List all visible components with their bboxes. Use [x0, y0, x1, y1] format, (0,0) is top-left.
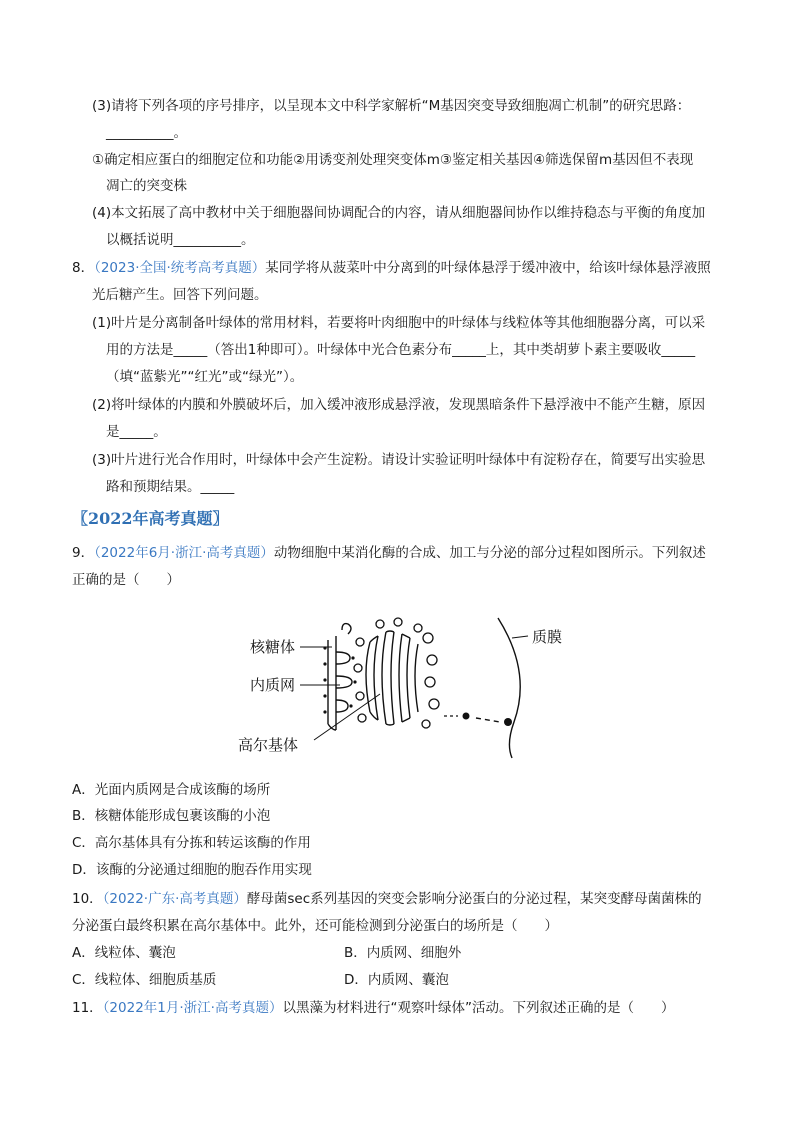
- q11-number: 11．: [72, 1000, 103, 1016]
- q9-option-d: D．该酶的分泌通过细胞的胞吞作用实现: [72, 862, 312, 878]
- q7-sub4-line2: 以概括说明__________。: [106, 232, 255, 248]
- q7-options-line2: 凋亡的突变株: [106, 178, 187, 194]
- q8-number: 8．: [72, 260, 95, 276]
- q7-sub3-blank: __________。: [106, 125, 187, 141]
- label-ribosome: 核糖体: [250, 638, 296, 656]
- q9-option-c: C．高尔基体具有分拣和转运该酶的作用: [72, 835, 311, 851]
- q10-option-a: A．线粒体、囊泡: [72, 945, 176, 961]
- q10-stem-line1: [72, 889, 702, 909]
- secretion-diagram: [232, 612, 612, 762]
- label-er: 内质网: [250, 676, 296, 694]
- q9-stem-line1: [72, 543, 706, 563]
- q11-stem-line1: [72, 998, 674, 1018]
- section-title: 〖2022年高考真题〗: [72, 509, 229, 528]
- q8-s3-line1: (3)叶片进行光合作用时，叶绿体中会产生淀粉。请设计实验证明叶绿体中有淀粉存在，简要写出实验思: [92, 452, 706, 468]
- leader-lines: [300, 636, 528, 740]
- q10-source: （2022·广东·高考真题）: [102, 891, 247, 907]
- q9-source: （2022年6月·浙江·高考真题）: [94, 545, 274, 561]
- label-membrane: 质膜: [532, 628, 563, 646]
- q10-stem-line2: 分泌蛋白最终积累在高尔基体中。此外，还可能检测到分泌蛋白的场所是（ ）: [72, 918, 558, 934]
- q8-s2-line2: 是_____。: [106, 424, 167, 440]
- q8-s3-line2: 路和预期结果。_____: [106, 479, 235, 495]
- q11-stem-text: 以黑藻为材料进行“观察叶绿体”活动。下列叙述正确的是（ ）: [282, 1000, 675, 1016]
- q8-source: （2023·全国·统考高考真题）: [94, 260, 266, 276]
- secretion-path: [444, 713, 512, 727]
- q8-stem-line1: [72, 258, 711, 278]
- q11-source: （2022年1月·浙江·高考真题）: [102, 1000, 283, 1016]
- q7-sub4-line1: (4)本文拓展了高中教材中关于细胞器间协调配合的内容，请从细胞器间协作以维持稳态与平衡的角度加: [92, 205, 706, 221]
- q8-stem-text: 某同学将从菠菜叶中分离到的叶绿体悬浮于缓冲液中，给该叶绿体悬浮液照: [265, 260, 711, 276]
- vesicles: [354, 618, 439, 728]
- q10-option-d: D．内质网、囊泡: [344, 972, 449, 988]
- q9-option-a: A．光面内质网是合成该酶的场所: [72, 782, 271, 798]
- label-golgi: 高尔基体: [238, 736, 299, 754]
- er-structure: [328, 624, 352, 730]
- q10-option-b: B．内质网、细胞外: [344, 945, 462, 961]
- q7-sub3-line1: (3)请将下列各项的序号排序，以呈现本文中科学家解析“M基因突变导致细胞凋亡机制”的研究思路：: [92, 98, 691, 114]
- golgi-stack: [366, 631, 418, 725]
- q9-number: 9．: [72, 545, 95, 561]
- plasma-membrane: [498, 618, 520, 758]
- q9-stem-text: 动物细胞中某消化酶的合成、加工与分泌的部分过程如图所示。下列叙述: [273, 545, 706, 561]
- q10-number: 10．: [72, 891, 103, 907]
- q8-stem-line2: 光后糖产生。回答下列问题。: [92, 287, 268, 303]
- q9-option-b: B．核糖体能形成包裹该酶的小泡: [72, 808, 271, 824]
- q10-stem-text: 酵母菌sec系列基因的突变会影响分泌蛋白的分泌过程，某突变酵母菌菌株的: [246, 891, 702, 907]
- q7-options-line1: ①确定相应蛋白的细胞定位和功能②用诱变剂处理突变体m③鉴定相关基因④筛选保留m基因但不表现: [92, 152, 694, 168]
- q8-s1-line2: 用的方法是_____（答出1种即可）。叶绿体中光合色素分布_____上，其中类胡萝卜素主要吸收_____: [106, 342, 696, 358]
- q8-s1-line3: （填“蓝紫光”“红光”或“绿光”）。: [106, 369, 304, 385]
- q8-s1-line1: (1)叶片是分离制备叶绿体的常用材料，若要将叶肉细胞中的叶绿体与线粒体等其他细胞器分离，可以采: [92, 315, 706, 331]
- q10-option-c: C．线粒体、细胞质基质: [72, 972, 217, 988]
- q8-s2-line1: (2)将叶绿体的内膜和外膜破坏后，加入缓冲液形成悬浮液，发现黑暗条件下悬浮液中不能产生糖，原因: [92, 397, 706, 413]
- q9-stem-line2: 正确的是（ ）: [72, 572, 180, 588]
